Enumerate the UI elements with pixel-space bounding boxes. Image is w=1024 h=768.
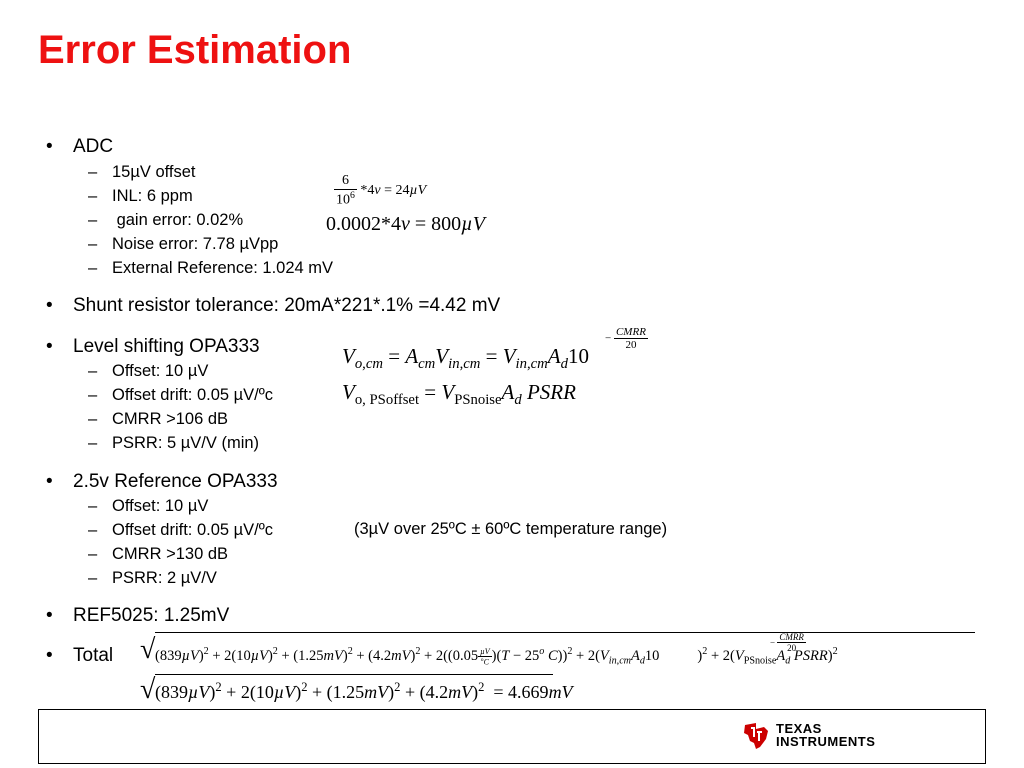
equation-gain: 0.0002*4v = 800µV — [326, 213, 485, 235]
dash-marker: – — [88, 259, 98, 277]
ti-logo-icon — [742, 719, 772, 751]
sub-item-label: 15µV offset — [112, 163, 196, 181]
bullet-marker: • — [46, 336, 53, 357]
ti-logo-text — [776, 722, 875, 748]
bullet-marker: • — [46, 605, 53, 626]
dash-marker: – — [88, 235, 98, 253]
radical-bar — [155, 674, 553, 675]
dash-marker: – — [88, 434, 98, 452]
dash-marker: – — [88, 410, 98, 428]
bullet-marker: • — [46, 136, 53, 157]
logo-line-2: INSTRUMENTS — [776, 734, 876, 749]
dash-marker: – — [88, 386, 98, 404]
dash-marker: – — [88, 521, 98, 539]
sub-item-label: Noise error: 7.78 µVpp — [112, 235, 279, 253]
radical-sign: √ — [140, 634, 156, 665]
dash-marker: – — [88, 163, 98, 181]
equation-inl: $\frac{6}{10^6}$ *4v = 24µV — [336, 173, 427, 208]
total-cmrr-exponent: − $\frac{\text{CMRR}}{20}$ — [770, 632, 804, 653]
bullet-label: Level shifting OPA333 — [73, 336, 260, 357]
dash-marker: – — [88, 545, 98, 563]
bullet-label: REF5025: 1.25mV — [73, 605, 230, 626]
dash-marker: – — [88, 569, 98, 587]
fraction: $\frac{6}{10^6}$ — [336, 173, 355, 208]
sub-item-label: Offset: 10 µV — [112, 362, 209, 380]
sub-item-label: PSRR: 5 µV/V (min) — [112, 434, 260, 452]
bullet-label: Shunt resistor tolerance: 20mA*221*.1% =4.42 mV — [73, 295, 501, 316]
dash-marker: – — [88, 362, 98, 380]
equation-total-result: $(839\mu V)^2 + 2(10\mu V)^2 + (1.25mV)^2 + (4.2mV)^2 = 4.669mV$ — [155, 680, 573, 702]
sub-item-label: INL: 6 ppm — [112, 187, 193, 205]
sub-item-label: External Reference: 1.024 mV — [112, 259, 334, 277]
dash-marker: – — [88, 497, 98, 515]
bullet-label: ADC — [73, 136, 114, 157]
sub-item-label: CMRR >130 dB — [112, 545, 229, 563]
dash-marker: – — [88, 211, 98, 229]
bullet-marker: • — [46, 295, 53, 316]
bullet-label: Total — [73, 645, 114, 666]
equation-psrr: $V_{o, PSoffset} = V_{PSnoise}A_d$ PSRR — [342, 380, 576, 409]
sub-item-label: Offset drift: 0.05 µV/ºc — [112, 386, 274, 404]
bullet-marker: • — [46, 645, 53, 666]
sub-item-label: gain error: 0.02% — [112, 211, 244, 229]
equation-cmrr: $V_{o,cm} = A_{cm}V_{in,cm} = V_{in,cm}A_d10$ — [342, 344, 589, 373]
cmrr-exponent: − $\frac{\text{CMRR}}{20}$ — [605, 326, 646, 351]
equation-total-formula: $(839\mu V)^2 + 2(10\mu V)^2 + (1.25mV)^2 + (4.2mV)^2 + 2((0.05$ $\frac{\text{µV}}{^oC}$ )($T - 25^o$ $C))^2 + 2(V_{in,cm}A_d10$ )$^2 + 2(V_{PSnoise}A_d$ PSRR)$^2$ — [155, 646, 838, 667]
logo-line-1: TEXAS — [776, 721, 822, 736]
sub-item-label: CMRR >106 dB — [112, 410, 229, 428]
bullet-label: 2.5v Reference OPA333 — [73, 471, 278, 492]
radical-sign: √ — [140, 674, 156, 705]
radical-bar — [155, 632, 975, 633]
dash-marker: – — [88, 187, 98, 205]
slide-title: Error Estimation — [38, 28, 352, 72]
sub-item-label: Offset: 10 µV — [112, 497, 209, 515]
sub-item-label: Offset drift: 0.05 µV/ºc — [112, 521, 274, 539]
sub-item-label: PSRR: 2 µV/V — [112, 569, 217, 587]
bullet-marker: • — [46, 471, 53, 492]
temperature-note: (3µV over 25ºC ± 60ºC temperature range) — [354, 520, 668, 538]
